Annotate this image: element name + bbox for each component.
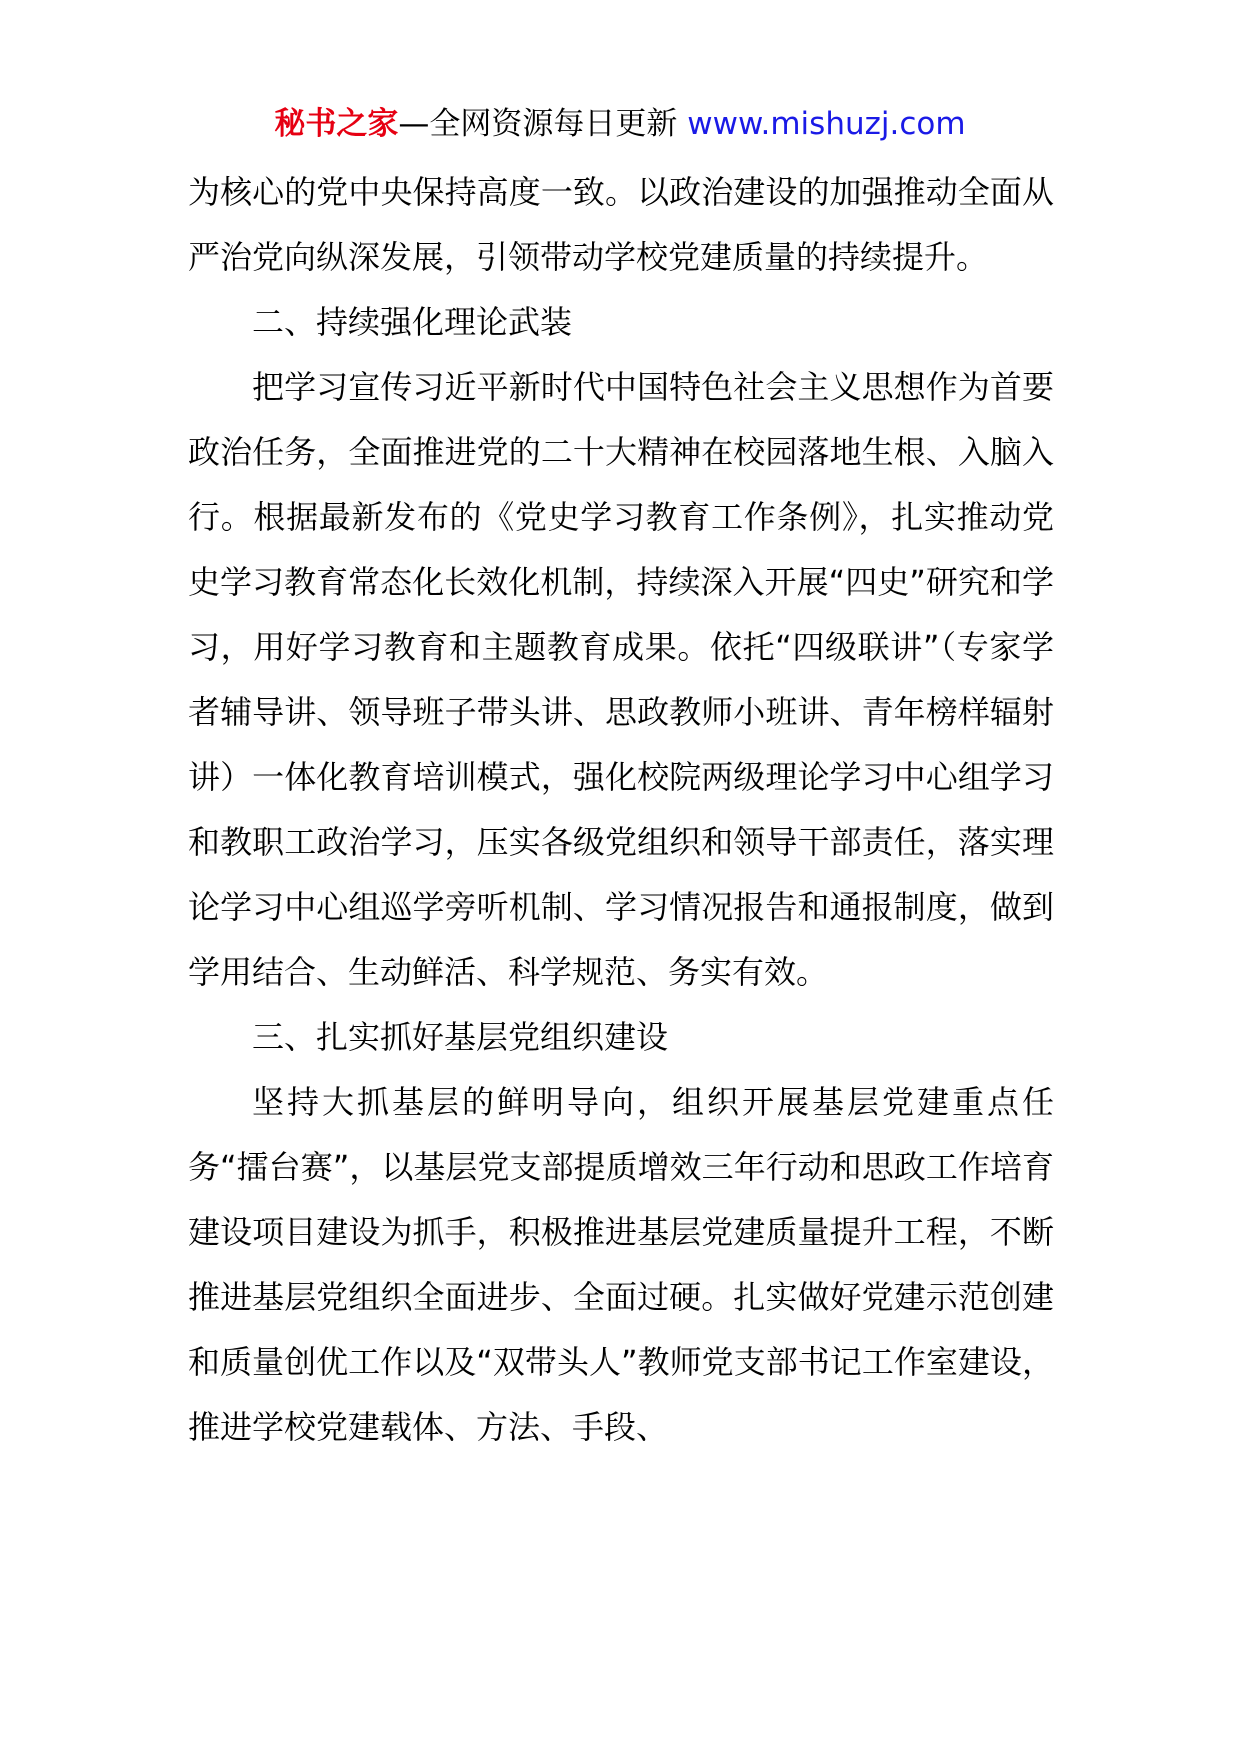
section-heading-2: 二、持续强化理论武装	[252, 303, 573, 341]
site-header	[0, 100, 1240, 148]
document-body	[188, 160, 1054, 1460]
site-brand: 秘书之家	[274, 106, 399, 142]
paragraph-theory: 把学习宣传习近平新时代中国特色社会主义思想作为首要政治任务，全面推进党的二十大精神在校园落地生根、入脑入行。根据最新发布的《党史学习教育工作条例》，扎实推动党史学习教育常态化长效化机制，持续深入开展“四史”研究和学习，用好学习教育和主题教育成果。依托“四级联讲”（专家学者辅导讲、领导班子带头讲、思政教师小班讲、青年榜样辐射讲）一体化教育培训模式，强化校院两级理论学习中心组学习和教职工政治学习，压实各级党组织和领导干部责任，落实理论学习中心组巡学旁听机制、学习情况报告和通报制度，做到学用结合、生动鲜活、科学规范、务实有效。	[188, 368, 1054, 991]
paragraph-grassroots: 坚持大抓基层的鲜明导向，组织开展基层党建重点任务“擂台赛”，以基层党支部提质增效三年行动和思政工作培育建设项目建设为抓手，积极推进基层党建质量提升工程，不断推进基层党组织全面进步、全面过硬。扎实做好党建示范创建和质量创优工作以及“双带头人”教师党支部书记工作室建设，推进学校党建载体、方法、手段、	[188, 1083, 1054, 1446]
site-url-link[interactable]: www.mishuzj.com	[687, 106, 966, 142]
section-heading-3: 三、扎实抓好基层党组织建设	[252, 1018, 669, 1056]
site-tagline: —全网资源每日更新	[398, 106, 688, 142]
paragraph-continuation: 为核心的党中央保持高度一致。以政治建设的加强推动全面从严治党向纵深发展，引领带动学校党建质量的持续提升。	[188, 173, 1054, 276]
